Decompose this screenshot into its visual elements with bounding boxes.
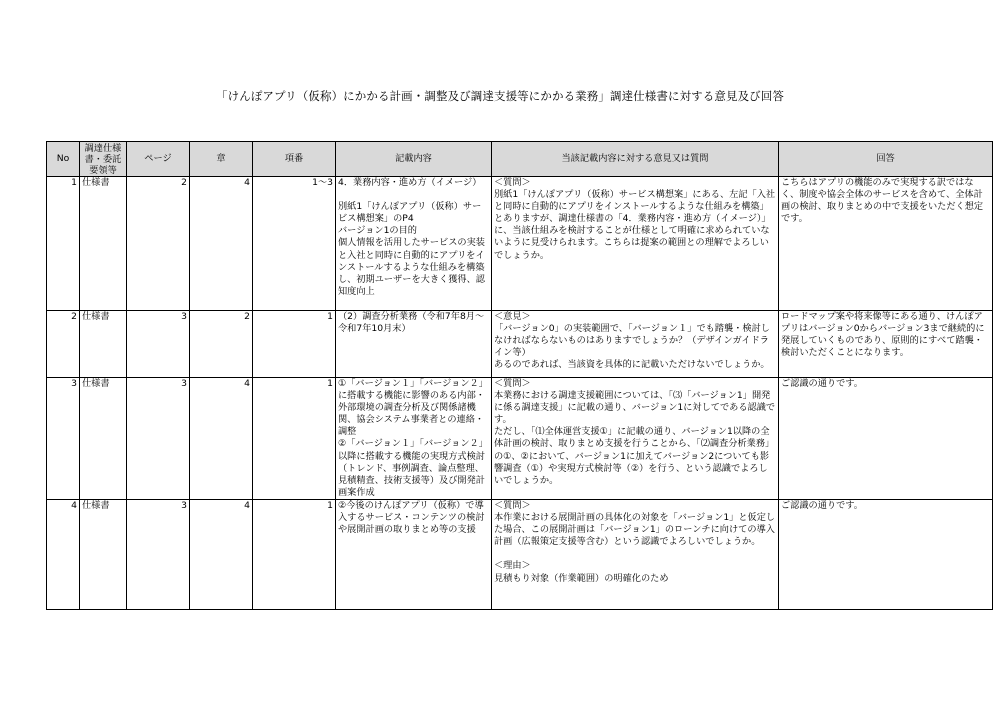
- cell-opinion: ＜意見＞ 「バージョン0」の実装範囲で、「バージョン１」でも踏襲・検討しなければならないものはありますでしょうか？（デザインガイドライン等） あるのであれば、当該資を具体的に記載いただけないでしょうか。: [492, 311, 779, 378]
- header-row: [47, 142, 993, 177]
- header-page: ページ: [127, 142, 190, 177]
- cell-no: 3: [47, 378, 80, 500]
- cell-no: 4: [47, 500, 80, 610]
- cell-answer: ロードマップ案や将来像等にある通り、けんぽアプリはバージョン0からバージョン3まで継続的に発展していくものであり、原則的にすべて踏襲・検討いただくことになります。: [779, 311, 993, 378]
- cell-content: ①「バージョン１」「バージョン２」に搭載する機能に影響のある内部・外部環境の調査分析及び関係諸機関、協会システム事業者との連絡・調整 ②「バージョン１」「バージョン２」以降に搭載する機能の実現方式検討（トレンド、事例調査、論点整理、見積精査、技術支援等）及び開発計画案作成: [336, 378, 492, 500]
- header-chapter: 章: [190, 142, 253, 177]
- cell-no: 1: [47, 177, 80, 311]
- cell-opinion: ＜質問＞ 本業務における調達支援範囲については、「⑶「バージョン1」開発に係る調達支援」に記載の通り、バージョン1に対してである認識です。 ただし、「⑴全体運営支援①」に記載の通り、バージョン1以降の全体計画の検討、取りまとめ支援を行うことから、「⑵調査分析業務」の①、②において、バージョン1に加えてバージョン2についても影響調査（①）や実現方式検討等（②）を行う、という認識でよろしいでしょうか。: [492, 378, 779, 500]
- cell-no: 2: [47, 311, 80, 378]
- cell-answer: こちらはアプリの機能のみで実現する訳ではなく、制度や協会全体のサービスを含めて、全体計画の検討、取りまとめの中で支援をいただく想定です。: [779, 177, 993, 311]
- cell-item: 1: [253, 500, 336, 610]
- cell-doc: 仕様書: [80, 378, 127, 500]
- cell-chapter: 4: [190, 500, 253, 610]
- cell-chapter: 4: [190, 378, 253, 500]
- table-row: [47, 378, 993, 500]
- cell-doc: 仕様書: [80, 500, 127, 610]
- table-row: [47, 177, 993, 311]
- cell-content: （2）調査分析業務（令和7年8月〜令和7年10月末）: [336, 311, 492, 378]
- cell-answer: ご認識の通りです。: [779, 500, 993, 610]
- qa-table: [46, 141, 993, 610]
- cell-opinion: ＜質問＞ 別紙1「けんぽアプリ（仮称）サービス構想案」にある、左記「入社と同時に自動的にアプリをインストールするような仕組みを構築」とありますが、調達仕様書の「4．業務内容・進め方（イメージ）」に、当該仕組みを検討することが仕様として明確に求められていないように見受けられます。こちらは提案の範囲との理解でよろしいでしょうか。: [492, 177, 779, 311]
- header-doc: 調達仕様書・委託要領等: [80, 142, 127, 177]
- header-item: 項番: [253, 142, 336, 177]
- cell-answer: ご認識の通りです。: [779, 378, 993, 500]
- cell-page: 3: [127, 378, 190, 500]
- cell-content: 4．業務内容・進め方（イメージ） 別紙1「けんぽアプリ（仮称）サービス構想案」のP4 バージョン1の目的 個人情報を活用したサービスの実装と入社と同時に自動的にアプリをインストールするような仕組みを構築し、初期ユーザーを大きく獲得、認知度向上: [336, 177, 492, 311]
- cell-item: 1: [253, 311, 336, 378]
- document-title: 「けんぽアプリ（仮称）にかかる計画・調整及び調達支援等にかかる業務」調達仕様書に対する意見及び回答: [216, 89, 784, 103]
- cell-doc: 仕様書: [80, 177, 127, 311]
- header-opinion: 当該記載内容に対する意見又は質問: [492, 142, 779, 177]
- table-row: [47, 311, 993, 378]
- cell-opinion: ＜質問＞ 本作業における展開計画の具体化の対象を「バージョン1」と仮定した場合、この展開計画は「バージョン1」のローンチに向けての導入計画（広報策定支援等含む）という認識でよろしいでしょうか。 ＜理由＞ 見積もり対象（作業範囲）の明確化のため: [492, 500, 779, 610]
- cell-item: 1: [253, 378, 336, 500]
- cell-page: 3: [127, 311, 190, 378]
- header-content: 記載内容: [336, 142, 492, 177]
- table-row: [47, 500, 993, 610]
- header-answer: 回答: [779, 142, 993, 177]
- cell-content: ②今後のけんぽアプリ（仮称）で導入するサービス・コンテンツの検討や展開計画の取りまとめ等の支援: [336, 500, 492, 610]
- cell-page: 3: [127, 500, 190, 610]
- cell-doc: 仕様書: [80, 311, 127, 378]
- cell-chapter: 4: [190, 177, 253, 311]
- cell-item: 1〜3: [253, 177, 336, 311]
- cell-page: 2: [127, 177, 190, 311]
- header-no: No: [47, 142, 80, 177]
- cell-chapter: 2: [190, 311, 253, 378]
